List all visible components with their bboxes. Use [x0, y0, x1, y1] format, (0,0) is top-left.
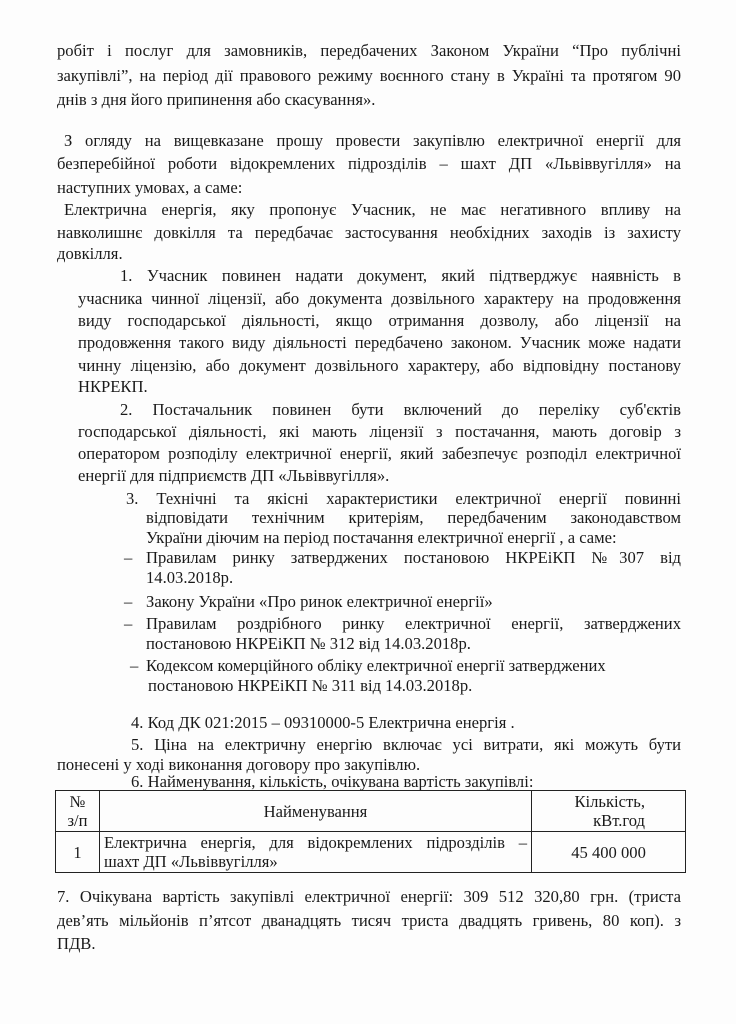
header-quantity-line-2: кВт.год [593, 811, 645, 830]
bullet-1-line-1: Правилам ринку затверджених постановою НКРЕіКП №307 від [146, 548, 681, 567]
item7-line-2: дев’ять мільйонів п’ятсот дванадцять тисяч триста двадцять гривень, 80 коп). з [57, 911, 681, 930]
row-quantity: 45 400 000 [532, 832, 686, 873]
intro-line-3: днів з дня його припинення або скасування». [57, 90, 376, 109]
item6-line: 6. Найменування, кількість, очікувана вартість закупівлі: [131, 772, 534, 791]
row-name [99, 832, 531, 873]
item1-line-3: виду господарської діяльності, якщо отримання дозволу, або ліцензії на [78, 311, 681, 330]
procurement-table [55, 790, 686, 873]
intro-line-1: робіт і послуг для замовників, передбачених Законом України “Про публічні [57, 41, 681, 60]
table-row [56, 832, 686, 873]
item1-line-4: продовження такого виду діяльності передбачено законом. Учасник може надати [78, 333, 681, 352]
bullet-2-line-1: Закону України «Про ринок електричної енергії» [146, 592, 493, 611]
item1-line-5: чинну ліцензію, або документ дозвільного характеру, або відповідну постанову [78, 356, 681, 375]
header-name: Найменування [99, 791, 531, 832]
item3-line-2: відповідати технічним критеріям, передбаченим законодавством [146, 508, 681, 527]
item2-line-3: оператором розподілу електричної енергії, який забезпечує розподіл електричної [78, 444, 681, 463]
bullet-4-line-1: Кодексом комерційного обліку електричної енергії затверджених [146, 656, 606, 675]
bullet-dash-1: – [124, 548, 133, 567]
bullet-dash-4: – [130, 656, 139, 675]
item2-line-2: господарської діяльності, які мають ліцензії з постачання, мають договір з [78, 422, 681, 441]
environment-line-1: Електрична енергія, яку пропонує Учасник, не має негативного впливу на [64, 200, 681, 219]
item4-line: 4. Код ДК 021:2015 – 09310000-5 Електрична енергія . [131, 713, 515, 732]
header-quantity-line-1: Кількість, [574, 792, 645, 811]
item3-line-3: України діючим на період постачання електричної енергії , а саме: [146, 528, 617, 547]
item3-line-1: 3. Технічні та якісні характеристики електричної енергії повинні [126, 489, 681, 508]
row-name-line-2: шахт ДП «Львіввугілля» [103, 852, 278, 871]
bullet-dash-3: – [124, 614, 133, 633]
table-header-row [56, 791, 686, 832]
bullet-1-line-2: 14.03.2018р. [146, 568, 234, 587]
item5-line-1: 5. Ціна на електричну енергію включає усі витрати, які можуть бути [131, 735, 681, 754]
item1-line-1: 1. Учасник повинен надати документ, який підтверджує наявність в [120, 266, 681, 285]
header-number-line-1: № [69, 792, 86, 811]
bullet-dash-2: – [124, 592, 133, 611]
environment-line-3: довкілля. [57, 244, 123, 263]
row-number: 1 [56, 832, 100, 873]
item1-line-2: учасника чинної ліцензії, або документа дозвільного характеру на продовження [78, 289, 681, 308]
bullet-3-line-2: постановою НКРЕіКП № 312 від 14.03.2018р. [146, 634, 471, 653]
header-quantity [532, 791, 686, 832]
item2-line-1: 2. Постачальник повинен бути включений до переліку суб'єктів [120, 400, 681, 419]
header-number [56, 791, 100, 832]
environment-line-2: навколишнє довкілля та передбачає застосування необхідних заходів із захисту [57, 223, 681, 242]
header-number-line-2: з/п [67, 811, 88, 830]
row-name-line-1: Електрична енергія, для відокремлених підрозділів – [103, 833, 528, 852]
item2-line-4: енергії для підприємств ДП «Львіввугілля». [78, 466, 390, 485]
item7-line-1: 7. Очікувана вартість закупівлі електричної енергії: 309 512 320,80 грн. (триста [57, 887, 681, 906]
purpose-line-3: наступних умовах, а саме: [57, 178, 243, 197]
bullet-3-line-1: Правилам роздрібного ринку електричної енергії, затверджених [146, 614, 681, 633]
intro-line-2: закупівлі”, на період дії правового режиму воєнного стану в Україні та протягом 90 [57, 66, 681, 85]
purpose-line-1: З огляду на вищевказане прошу провести закупівлю електричної енергії для [64, 131, 681, 150]
bullet-4-line-2: постановою НКРЕіКП № 311 від 14.03.2018р. [148, 676, 473, 695]
item5-line-2: понесені у ході виконання договору про закупівлю. [57, 755, 421, 774]
purpose-line-2: безперебійної роботи відокремлених підрозділів – шахт ДП «Львіввугілля» на [57, 154, 681, 173]
item1-line-6: НКРЕКП. [78, 377, 148, 396]
item7-line-3: ПДВ. [57, 934, 96, 953]
